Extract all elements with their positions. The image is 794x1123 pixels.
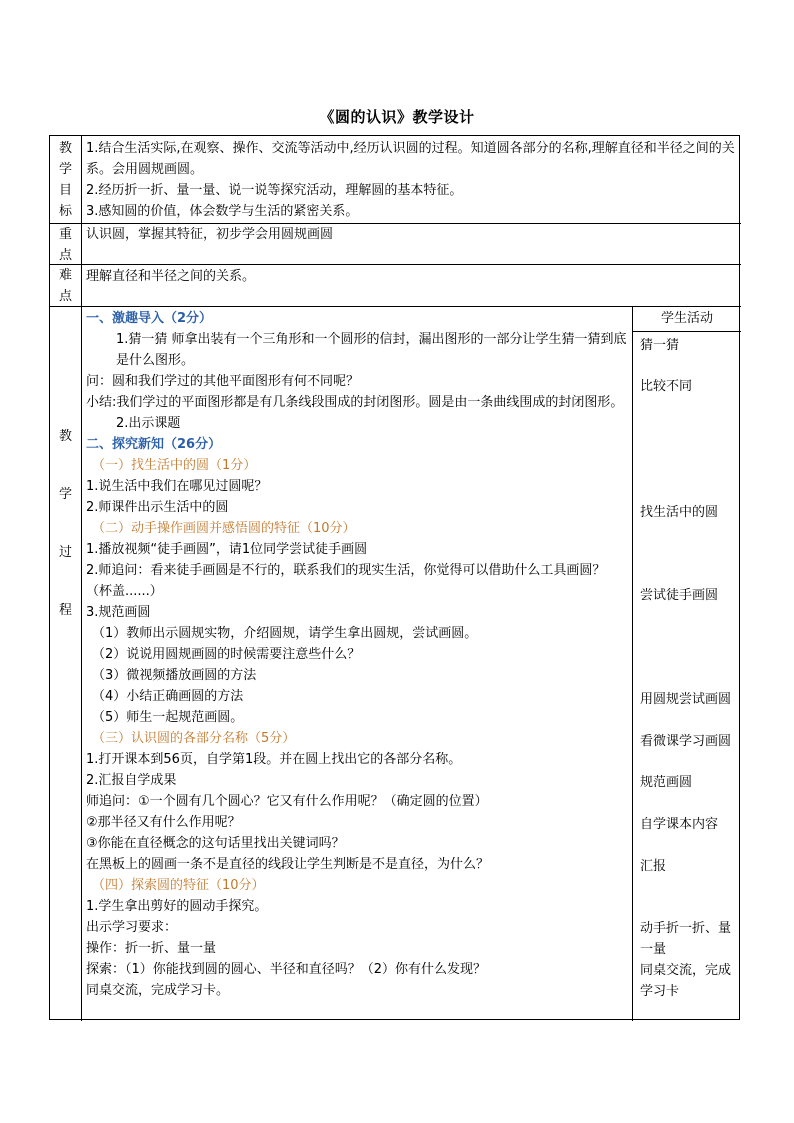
activity-item: 找生活中的圆 bbox=[640, 505, 719, 520]
divider bbox=[81, 136, 82, 1021]
process-line: （1）教师出示圆规实物，介绍圆规，请学生拿出圆规，尝试画圆。 bbox=[92, 626, 478, 641]
activity-item: 自学课本内容 bbox=[640, 817, 719, 832]
label-char: 教 bbox=[58, 141, 72, 156]
activity-item: 规范画圆 bbox=[640, 775, 693, 790]
divider bbox=[632, 331, 741, 332]
doc-title: 《圆的认识》教学设计 bbox=[319, 108, 475, 126]
process-line: 师追问：①一个圆有几个圆心？它又有什么作用呢？（确定圆的位置） bbox=[86, 794, 488, 809]
goals-label bbox=[50, 138, 81, 222]
activity-item: 猜一猜 bbox=[640, 338, 680, 353]
process-line: 1.猜一猜 师拿出装有一个三角形和一个圆形的信封，漏出图形的一部分让学生猜一猜到底是什么图形。 bbox=[116, 332, 627, 368]
label-char: 学 bbox=[58, 162, 72, 177]
label-char: 点 bbox=[58, 289, 72, 304]
label-char: 点 bbox=[58, 248, 72, 263]
difficult-content: 理解直径和半径之间的关系。 bbox=[86, 269, 256, 284]
process-line: （二）动手操作画圆并感悟圆的特征（10分） bbox=[92, 521, 356, 536]
process-line: 1.说生活中我们在哪见过圆呢？ bbox=[86, 479, 268, 494]
label-char: 过 bbox=[58, 545, 72, 560]
process-line: 1.播放视频“徒手画圆”，请1位同学尝试徒手画圆 bbox=[86, 542, 368, 557]
label-char: 标 bbox=[58, 204, 72, 219]
process-line: 2.师追问：看来徒手画圆是不行的，联系我们的现实生活，你觉得可以借助什么工具画圆？（杯盖......） bbox=[86, 563, 606, 599]
process-line: 一、激趣导入（2分） bbox=[86, 311, 213, 326]
process-line: 探索：（1）你能找到圆的圆心、半径和直径吗？（2）你有什么发现？ bbox=[86, 962, 487, 977]
activity-item: 用圆规尝试画圆 bbox=[640, 692, 732, 707]
process-label bbox=[50, 426, 81, 621]
process-line: 在黑板上的圆画一条不是直径的线段让学生判断是不是直径，为什么？ bbox=[86, 857, 490, 872]
process-line: 二、探究新知（26分） bbox=[86, 437, 222, 452]
divider bbox=[632, 306, 633, 1021]
activity-item: 比较不同 bbox=[640, 379, 693, 394]
process-line: ③你能在直径概念的这句话里找出关键词吗？ bbox=[86, 836, 345, 851]
process-line: 2.汇报自学成果 bbox=[86, 773, 177, 788]
difficult-label bbox=[50, 265, 81, 307]
label-char: 学 bbox=[58, 487, 72, 502]
process-line: （2）说说用圆规画圆的时候需要注意些什么？ bbox=[92, 647, 361, 662]
activity-item: 汇报 bbox=[640, 859, 667, 874]
divider bbox=[50, 306, 741, 307]
process-line: （4）小结正确画圆的方法 bbox=[92, 689, 244, 704]
lesson-table bbox=[49, 135, 740, 1020]
process-content bbox=[86, 308, 629, 1001]
process-line: 出示学习要求： bbox=[86, 920, 178, 935]
activity-item: 动手折一折、量一量 bbox=[640, 921, 732, 957]
activity-item: 尝试徒手画圆 bbox=[640, 588, 719, 603]
process-line: （一）找生活中的圆（1分） bbox=[92, 458, 257, 473]
process-line: 问：圆和我们学过的其他平面图形有何不同呢？ bbox=[86, 374, 360, 389]
goal-item: 2.经历折一折、量一量、说一说等探究活动，理解圆的基本特征。 bbox=[86, 183, 463, 198]
label-char: 教 bbox=[58, 429, 72, 444]
key-label bbox=[50, 224, 81, 266]
process-line: 2.出示课题 bbox=[116, 416, 181, 431]
label-char: 程 bbox=[58, 603, 72, 618]
process-line: 1.学生拿出剪好的圆动手探究。 bbox=[86, 899, 268, 914]
label-char: 难 bbox=[58, 268, 72, 283]
label-char: 目 bbox=[58, 183, 72, 198]
process-line: 操作：折一折、量一量 bbox=[86, 941, 217, 956]
process-line: 1.打开课本到56页，自学第1段。并在圆上找出它的各部分名称。 bbox=[86, 752, 462, 767]
process-line: 小结:我们学过的平面图形都是有几条线段围成的封闭图形。圆是由一条曲线围成的封闭图形。 bbox=[86, 395, 624, 410]
divider bbox=[50, 264, 741, 265]
process-line: 同桌交流，完成学习卡。 bbox=[86, 983, 230, 998]
process-line: （5）师生一起规范画圆。 bbox=[92, 710, 244, 725]
process-line: （四）探索圆的特征（10分） bbox=[92, 878, 265, 893]
process-line: 2.师课件出示生活中的圆 bbox=[86, 500, 229, 515]
label-char: 重 bbox=[58, 227, 72, 242]
goal-item: 3.感知圆的价值，体会数学与生活的紧密关系。 bbox=[86, 204, 359, 219]
activity-item: 看微课学习画圆 bbox=[640, 734, 732, 749]
process-line: ②那半径又有什么作用呢？ bbox=[86, 815, 241, 830]
goals-content bbox=[86, 138, 736, 222]
activity-item: 同桌交流，完成学习卡 bbox=[640, 963, 732, 999]
key-content: 认识圆，掌握其特征，初步学会用圆规画圆 bbox=[86, 227, 334, 242]
goal-item: 1.结合生活实际,在观察、操作、交流等活动中,经历认识圆的过程。知道圆各部分的名称,理解直径和半径之间的关系。会用圆规画圆。 bbox=[86, 141, 735, 177]
process-line: （3）微视频播放画圆的方法 bbox=[92, 668, 257, 683]
student-activity-header: 学生活动 bbox=[660, 311, 713, 326]
process-line: （三）认识圆的各部分名称（5分） bbox=[92, 731, 296, 746]
process-line: 3.规范画圆 bbox=[86, 605, 151, 620]
